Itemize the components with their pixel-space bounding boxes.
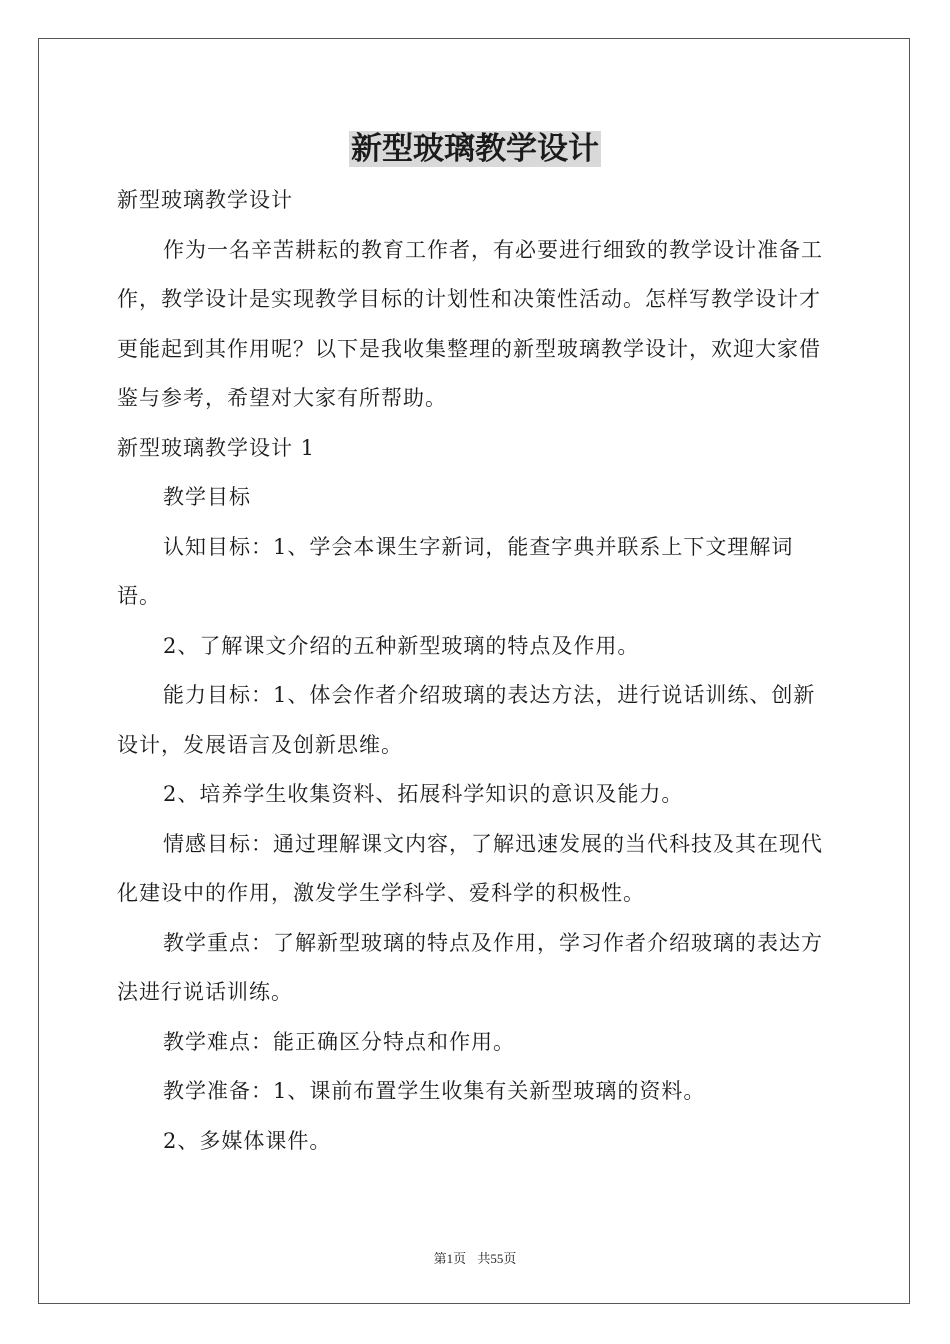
page-footer: [0, 1248, 950, 1267]
paragraph: 2、多媒体课件。: [163, 1128, 332, 1153]
document-body: [117, 176, 833, 1166]
paragraph: 教学难点：能正确区分特点和作用。: [163, 1029, 515, 1054]
paragraph: 教学准备：1、课前布置学生收集有关新型玻璃的资料。: [163, 1079, 706, 1103]
paragraph: 认知目标：1、学会本课生字新词，能查字典并联系上下文理解词语。: [117, 534, 794, 608]
paragraph: 作为一名辛苦耕耘的教育工作者，有必要进行细致的教学设计准备工作，教学设计是实现教学目标的计划性和决策性活动。怎样写教学设计才更能起到其作用呢？以下是我收集整理的新型玻璃教学设计，欢迎大家借鉴与参考，希望对大家有所帮助。: [117, 237, 823, 410]
paragraph: 能力目标：1、体会作者介绍玻璃的表达方法，进行说话训练、创新设计，发展语言及创新思维。: [117, 683, 816, 757]
paragraph: 教学重点：了解新型玻璃的特点及作用，学习作者介绍玻璃的表达方法进行说话训练。: [117, 930, 823, 1004]
paragraph: 教学目标: [163, 485, 251, 509]
page-total: 共55页: [477, 1251, 517, 1266]
paragraph: 新型玻璃教学设计 1: [117, 435, 316, 460]
paragraph: 新型玻璃教学设计: [117, 188, 293, 212]
document-title-text: 新型玻璃教学设计: [351, 131, 599, 167]
paragraph: 2、了解课文介绍的五种新型玻璃的特点及作用。: [163, 633, 640, 658]
paragraph: 2、培养学生收集资料、拓展科学知识的意识及能力。: [163, 782, 684, 806]
document-title: [0, 128, 950, 170]
page-number: 第1页: [433, 1251, 467, 1266]
paragraph: 情感目标：通过理解课文内容，了解迅速发展的当代科技及其在现代化建设中的作用，激发学生学科学、爱科学的积极性。: [117, 831, 823, 905]
